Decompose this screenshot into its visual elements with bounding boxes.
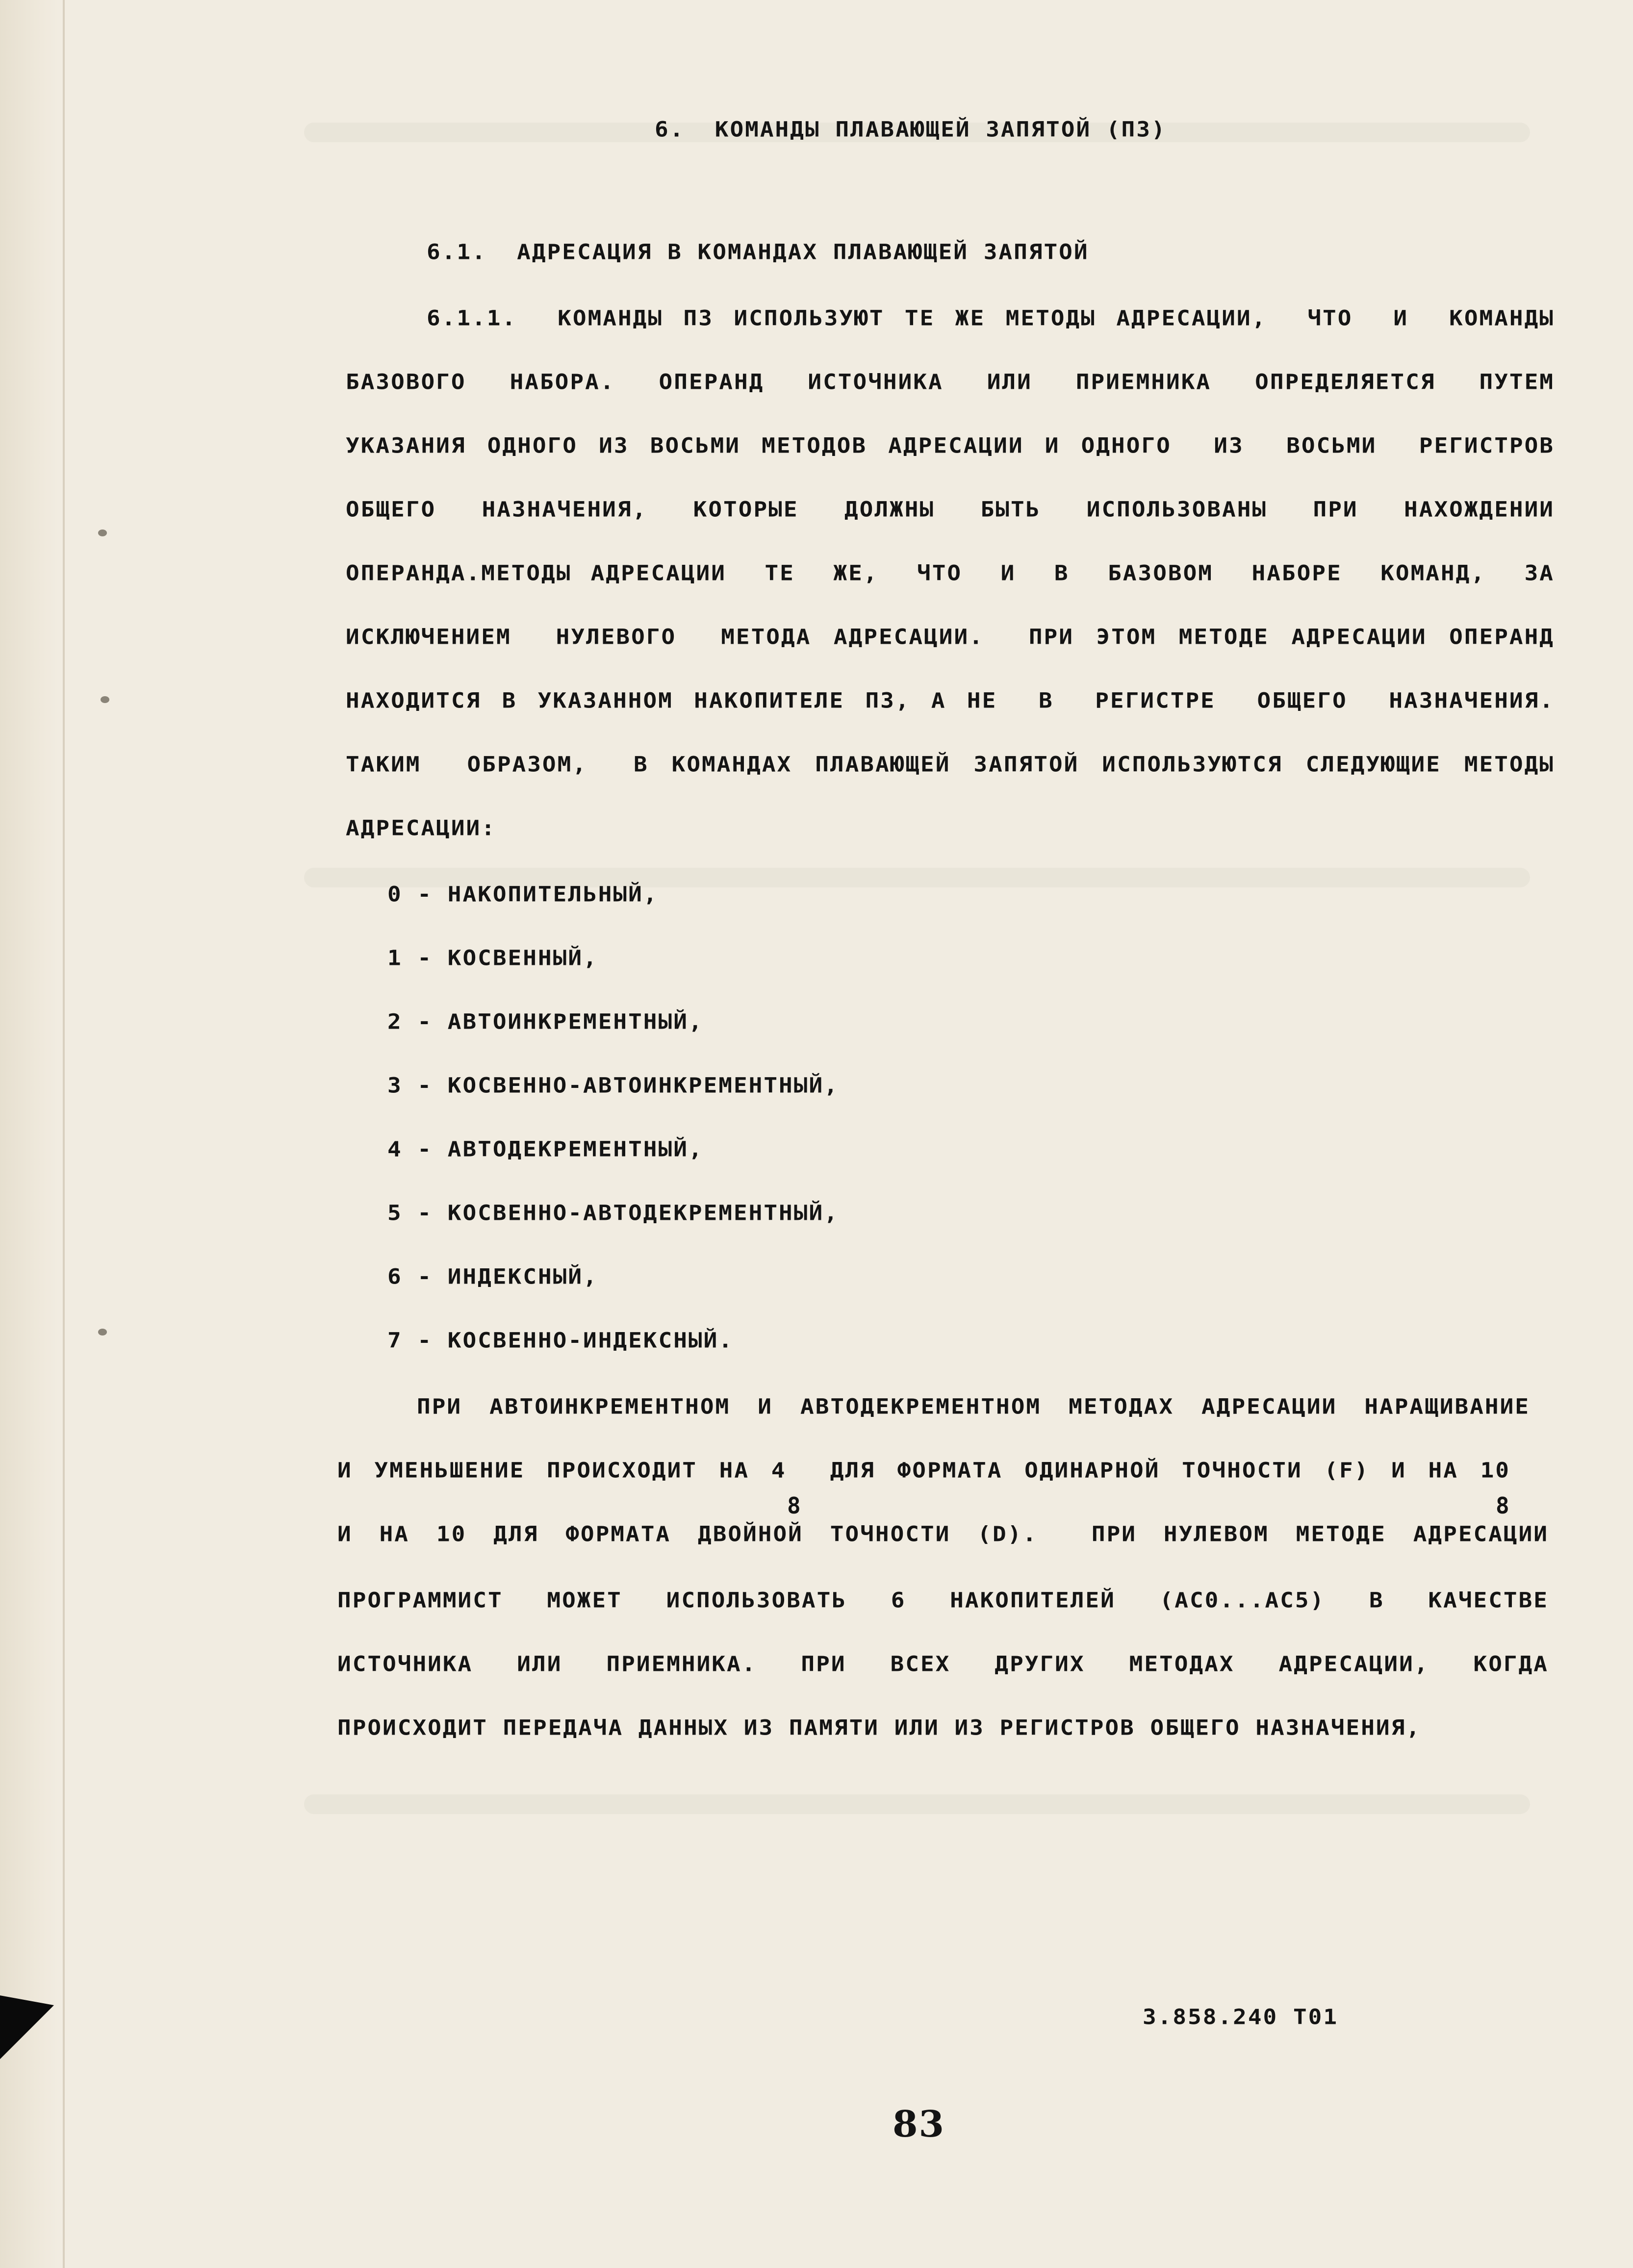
- paragraph-line: ИСКЛЮЧЕНИЕМ НУЛЕВОГО МЕТОДА АДРЕСАЦИИ. ПРИ ЭТОМ МЕТОДЕ АДРЕСАЦИИ ОПЕРАНД: [346, 624, 1555, 649]
- binding-hole: [98, 1329, 107, 1336]
- binding-line: [63, 0, 65, 2268]
- subscript-octal: 8: [1496, 1492, 1509, 1519]
- addressing-mode-item: 3 - КОСВЕННО-АВТОИНКРЕМЕНТНЫЙ,: [387, 1073, 839, 1098]
- paragraph-line: ОПЕРАНДА.МЕТОДЫ АДРЕСАЦИИ ТЕ ЖЕ, ЧТО И В БАЗОВОМ НАБОРЕ КОМАНД, ЗА: [346, 560, 1555, 585]
- paragraph-line: ОБЩЕГО НАЗНАЧЕНИЯ, КОТОРЫЕ ДОЛЖНЫ БЫТЬ ИСПОЛЬЗОВАНЫ ПРИ НАХОЖДЕНИИ: [346, 497, 1555, 522]
- paragraph-line: ПРОГРАММИСТ МОЖЕТ ИСПОЛЬЗОВАТЬ 6 НАКОПИТЕЛЕЙ (AC0...AC5) В КАЧЕСТВЕ: [337, 1588, 1549, 1613]
- paragraph-line: НАХОДИТСЯ В УКАЗАННОМ НАКОПИТЕЛЕ ПЗ, А НЕ В РЕГИСТРЕ ОБЩЕГО НАЗНАЧЕНИЯ.: [346, 688, 1555, 713]
- section-heading: 6. КОМАНДЫ ПЛАВАЮЩЕЙ ЗАПЯТОЙ (ПЗ): [655, 117, 1167, 142]
- paragraph-line: ПРОИСХОДИТ ПЕРЕДАЧА ДАННЫХ ИЗ ПАМЯТИ ИЛИ ИЗ РЕГИСТРОВ ОБЩЕГО НАЗНАЧЕНИЯ,: [337, 1715, 1421, 1740]
- paragraph-line: И УМЕНЬШЕНИЕ ПРОИСХОДИТ НА 4 ДЛЯ ФОРМАТА ОДИНАРНОЙ ТОЧНОСТИ (F) И НА 10: [337, 1458, 1510, 1483]
- addressing-mode-item: 0 - НАКОПИТЕЛЬНЫЙ,: [387, 882, 659, 907]
- binding-hole: [101, 696, 109, 703]
- addressing-mode-item: 5 - КОСВЕННО-АВТОДЕКРЕМЕНТНЫЙ,: [387, 1200, 839, 1225]
- bleed-through: [304, 1794, 1530, 1814]
- addressing-mode-item: 7 - КОСВЕННО-ИНДЕКСНЫЙ.: [387, 1328, 734, 1353]
- addressing-mode-item: 6 - ИНДЕКСНЫЙ,: [387, 1264, 598, 1289]
- paragraph-line: ТАКИМ ОБРАЗОМ, В КОМАНДАХ ПЛАВАЮЩЕЙ ЗАПЯТОЙ ИСПОЛЬЗУЮТСЯ СЛЕДУЮЩИЕ МЕТОДЫ: [346, 752, 1555, 777]
- binding-hole: [98, 529, 107, 536]
- paragraph-line: 6.1.1. КОМАНДЫ ПЗ ИСПОЛЬЗУЮТ ТЕ ЖЕ МЕТОДЫ АДРЕСАЦИИ, ЧТО И КОМАНДЫ: [427, 305, 1555, 330]
- addressing-mode-item: 2 - АВТОИНКРЕМЕНТНЫЙ,: [387, 1009, 704, 1034]
- addressing-mode-item: 1 - КОСВЕННЫЙ,: [387, 945, 598, 970]
- paragraph-line: И НА 10 ДЛЯ ФОРМАТА ДВОЙНОЙ ТОЧНОСТИ (D). ПРИ НУЛЕВОМ МЕТОДЕ АДРЕСАЦИИ: [337, 1521, 1549, 1546]
- paragraph-line: ПРИ АВТОИНКРЕМЕНТНОМ И АВТОДЕКРЕМЕНТНОМ МЕТОДАХ АДРЕСАЦИИ НАРАЩИВАНИЕ: [417, 1394, 1530, 1419]
- page-number: 83: [893, 2103, 945, 2145]
- subsection-heading: 6.1. АДРЕСАЦИЯ В КОМАНДАХ ПЛАВАЮЩЕЙ ЗАПЯТОЙ: [427, 239, 1089, 264]
- document-code: 3.858.240 Т01: [1143, 2004, 1339, 2029]
- paragraph-line: УКАЗАНИЯ ОДНОГО ИЗ ВОСЬМИ МЕТОДОВ АДРЕСАЦИИ И ОДНОГО ИЗ ВОСЬМИ РЕГИСТРОВ: [346, 433, 1555, 458]
- addressing-mode-item: 4 - АВТОДЕКРЕМЕНТНЫЙ,: [387, 1136, 704, 1161]
- paragraph-line: БАЗОВОГО НАБОРА. ОПЕРАНД ИСТОЧНИКА ИЛИ ПРИЕМНИКА ОПРЕДЕЛЯЕТСЯ ПУТЕМ: [346, 369, 1555, 394]
- corner-triangle-mark: [0, 1995, 54, 2059]
- page-margin-edge: [0, 0, 59, 2268]
- subscript-octal: 8: [787, 1492, 801, 1519]
- paragraph-line: АДРЕСАЦИИ:: [346, 815, 496, 840]
- paragraph-line: ИСТОЧНИКА ИЛИ ПРИЕМНИКА. ПРИ ВСЕХ ДРУГИХ МЕТОДАХ АДРЕСАЦИИ, КОГДА: [337, 1651, 1549, 1676]
